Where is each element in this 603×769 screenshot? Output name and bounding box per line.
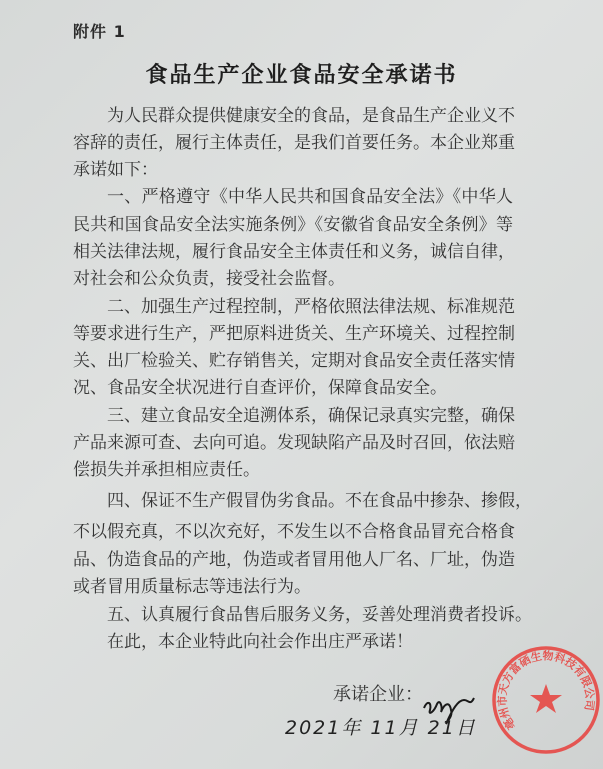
body-line: 品、伪造食品的产地，伪造或者冒用他人厂名、厂址，伪造	[73, 550, 515, 570]
seal-text: 亳州市天方富硒生物科技有限公司	[495, 649, 597, 732]
signature-label: 承诺企业：	[333, 684, 423, 705]
body-line: 关、出厂检验关、贮存销售关，定期对食品安全责任落实情	[73, 351, 515, 371]
body-line: 容辞的责任，履行主体责任，是我们首要任务。本企业郑重	[73, 133, 515, 153]
sign-date: 2021年 11月 21日	[285, 717, 477, 739]
body-line: 或者冒用质量标志等违法行为。	[73, 577, 311, 597]
body-line: 一、严格遵守《中华人民共和国食品安全法》《中华人	[107, 187, 513, 207]
body-line: 承诺如下：	[73, 160, 158, 180]
body-line: 不以假充真，不以次充好，不发生以不合格食品冒充合格食	[73, 522, 515, 542]
body-line: 在此，本企业特此向社会作出庄严承诺！	[107, 632, 413, 652]
attachment-label: 附件 1	[73, 22, 126, 41]
body-line: 三、建立食品安全追溯体系，确保记录真实完整，确保	[107, 406, 515, 426]
body-line: 五、认真履行食品售后服务义务，妥善处理消费者投诉。	[107, 605, 532, 625]
body-line: 况、食品安全状况进行自查评价，保障食品安全。	[73, 378, 447, 398]
body-line: 对社会和公众负责，接受社会监督。	[73, 269, 345, 289]
star-icon	[530, 684, 562, 713]
body-line: 等要求进行生产，严把原料进货关、生产环境关、过程控制	[73, 324, 515, 344]
document-title: 食品生产企业食品安全承诺书	[145, 63, 458, 88]
body-line: 偿损失并承担相应责任。	[73, 460, 260, 480]
body-line: 为人民群众提供健康安全的食品，是食品生产企业义不	[107, 106, 515, 126]
body-line: 二、加强生产过程控制，严格依照法律法规、标准规范	[107, 297, 515, 317]
body-line: 民共和国食品安全法实施条例》《安徽省食品安全条例》等	[73, 215, 513, 235]
body-line: 四、保证不生产假冒伪劣食品。不在食品中掺杂、掺假，	[107, 491, 532, 511]
body-line: 相关法律法规，履行食品安全主体责任和义务，诚信自律，	[73, 242, 515, 262]
body-line: 产品来源可查、去向可追。发现缺陷产品及时召回，依法赔	[73, 433, 515, 453]
